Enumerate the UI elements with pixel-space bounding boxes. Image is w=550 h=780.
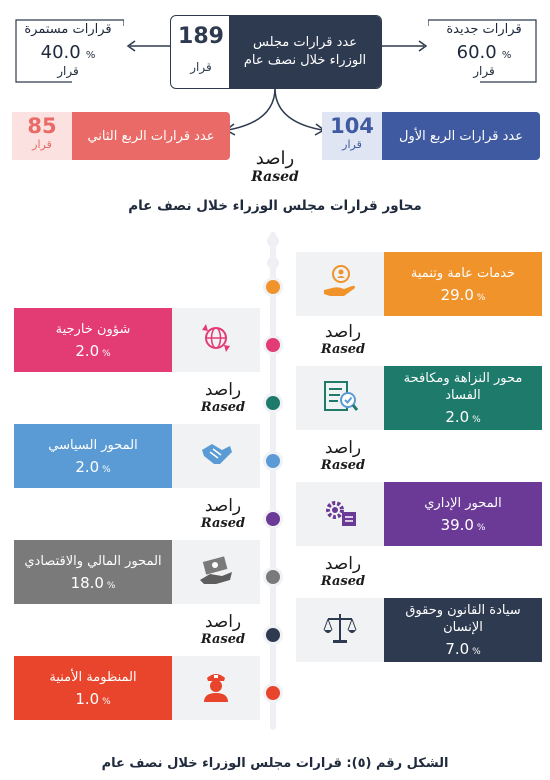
section-title: محاور قرارات مجلس الوزراء خلال نصف عام (128, 198, 422, 214)
category-value-unit: % (99, 696, 111, 707)
category-card (14, 308, 260, 372)
continuing-percent: % (85, 50, 96, 61)
category-value (14, 690, 172, 708)
category-card (14, 540, 260, 604)
split-arrows (220, 86, 330, 146)
category-value-number: 18.0 (70, 573, 104, 592)
q1-label-text: عدد قرارات الربع الأول (399, 128, 523, 144)
category-value-unit: % (99, 348, 111, 359)
category-value-number: 1.0 (75, 689, 100, 708)
rased-arabic: راصد (204, 380, 242, 400)
bar-mark (14, 656, 172, 720)
rased-watermark (230, 148, 320, 185)
rased-arabic: راصد (255, 148, 295, 169)
bar-mark (384, 482, 542, 546)
rased-arabic: راصد (324, 438, 362, 458)
category-icon-panel (296, 252, 384, 316)
rased-arabic: راصد (204, 612, 242, 632)
category-value-unit: % (473, 522, 486, 533)
category-value-unit: % (469, 415, 481, 425)
bar-mark (14, 540, 172, 604)
timeline-dot (263, 335, 283, 355)
q1-decisions (322, 112, 540, 160)
category-card (14, 656, 260, 720)
q2-label-text: عدد قرارات الربع الثاني (87, 128, 215, 144)
bar-mark (14, 424, 172, 488)
rased-latin: Rased (320, 342, 366, 357)
rased-latin: Rased (320, 574, 366, 589)
rased-watermark (300, 554, 386, 589)
figure-caption: الشكل رقم (٥): قرارات مجلس الوزراء خلال نصف عام (101, 756, 449, 771)
timeline-dot (263, 509, 283, 529)
continuing-unit: قرار (57, 64, 79, 78)
category-icon-panel (296, 598, 384, 662)
rased-watermark (300, 438, 386, 473)
category-value (384, 408, 542, 426)
timeline-dot (263, 277, 283, 297)
category-icon-panel (172, 424, 260, 488)
category-value-unit: % (469, 647, 481, 657)
category-value (14, 574, 172, 592)
category-value (14, 342, 172, 360)
category-value-number: 39.0 (440, 515, 474, 534)
rased-watermark (180, 380, 266, 415)
rased-latin: Rased (200, 632, 246, 647)
q2-label (72, 112, 230, 160)
category-label: المنظومة الأمنية (49, 669, 137, 685)
category-card (296, 366, 542, 430)
bar-mark (384, 366, 542, 430)
q2-unit: قرار (32, 138, 52, 151)
total-label (229, 16, 381, 88)
q2-value: 85 (27, 114, 57, 138)
category-label: شؤون خارجية (55, 321, 131, 337)
new-unit: قرار (473, 64, 495, 78)
bar-mark (14, 308, 172, 372)
q1-number-panel (322, 112, 382, 160)
rased-latin: Rased (251, 169, 299, 185)
category-value (14, 458, 172, 476)
category-value-number: 2.0 (75, 457, 100, 476)
category-value (384, 640, 542, 658)
rased-watermark (300, 322, 386, 357)
category-label: خدمات عامة وتنمية (410, 265, 516, 281)
handshake-icon (196, 434, 236, 478)
bar-mark (384, 252, 542, 316)
q1-value: 104 (330, 114, 374, 138)
timeline-dot (263, 393, 283, 413)
new-decisions (428, 18, 540, 82)
police-officer-icon (196, 666, 236, 710)
continuing-decisions (12, 18, 124, 82)
timeline-dot (263, 625, 283, 645)
arrow-left-icon (124, 38, 172, 54)
category-icon-panel (172, 540, 260, 604)
new-value: 60.0 (456, 42, 497, 63)
continuing-label: قرارات مستمرة (24, 22, 112, 37)
continuing-value: 40.0 (40, 42, 81, 63)
category-value-number: 2.0 (445, 408, 470, 426)
category-label: سيادة القانون وحقوق الإنسان (405, 603, 521, 635)
category-card (296, 598, 542, 662)
category-card (296, 482, 542, 546)
document-check-icon (320, 376, 360, 420)
timeline-dot-blank (267, 235, 279, 247)
category-icon-panel (172, 656, 260, 720)
category-card (296, 252, 542, 316)
category-value-unit: % (99, 464, 111, 475)
q2-number-panel (12, 112, 72, 160)
hand-person-icon (320, 262, 360, 306)
timeline-spine (270, 232, 276, 730)
category-label: محور النزاهة ومكافحة الفساد (403, 371, 523, 403)
rased-latin: Rased (200, 516, 246, 531)
category-value-number: 29.0 (440, 285, 474, 304)
category-icon-panel (296, 366, 384, 430)
scales-icon (320, 608, 360, 652)
category-label: المحور الإداري (424, 495, 502, 511)
total-value: 189 (178, 24, 224, 49)
total-unit: قرار (190, 60, 212, 74)
timeline-dot (263, 451, 283, 471)
rased-arabic: راصد (324, 322, 362, 342)
money-hand-icon (196, 550, 236, 594)
category-icon-panel (172, 308, 260, 372)
new-percent: % (501, 50, 512, 61)
category-icon-panel (296, 482, 384, 546)
q1-label (382, 112, 540, 160)
category-value-number: 2.0 (75, 341, 100, 360)
rased-latin: Rased (320, 458, 366, 473)
new-label: قرارات جديدة (446, 22, 522, 37)
rased-arabic: راصد (324, 554, 362, 574)
category-value (384, 286, 542, 304)
q1-unit: قرار (342, 138, 362, 151)
category-label: المحور السياسي (48, 437, 138, 453)
arrow-right-icon (380, 38, 430, 54)
rased-arabic: راصد (204, 496, 242, 516)
rased-latin: Rased (200, 400, 246, 415)
category-value-number: 7.0 (445, 640, 470, 658)
total-decisions-box (170, 15, 382, 89)
category-value-unit: % (473, 292, 486, 303)
rased-watermark (180, 612, 266, 647)
globe-arrows-icon (196, 318, 236, 362)
category-value-unit: % (103, 580, 116, 591)
category-value (384, 516, 542, 534)
timeline-dot-blank (267, 257, 279, 269)
timeline-dot (263, 567, 283, 587)
timeline-dot (263, 683, 283, 703)
category-label: المحور المالي والاقتصادي (24, 553, 162, 569)
category-card (14, 424, 260, 488)
bar-mark (384, 598, 542, 662)
gear-document-icon (320, 492, 360, 536)
rased-watermark (180, 496, 266, 531)
q2-decisions (12, 112, 230, 160)
total-label-text: عدد قرارات مجلس الوزراء خلال نصف عام (243, 35, 367, 68)
